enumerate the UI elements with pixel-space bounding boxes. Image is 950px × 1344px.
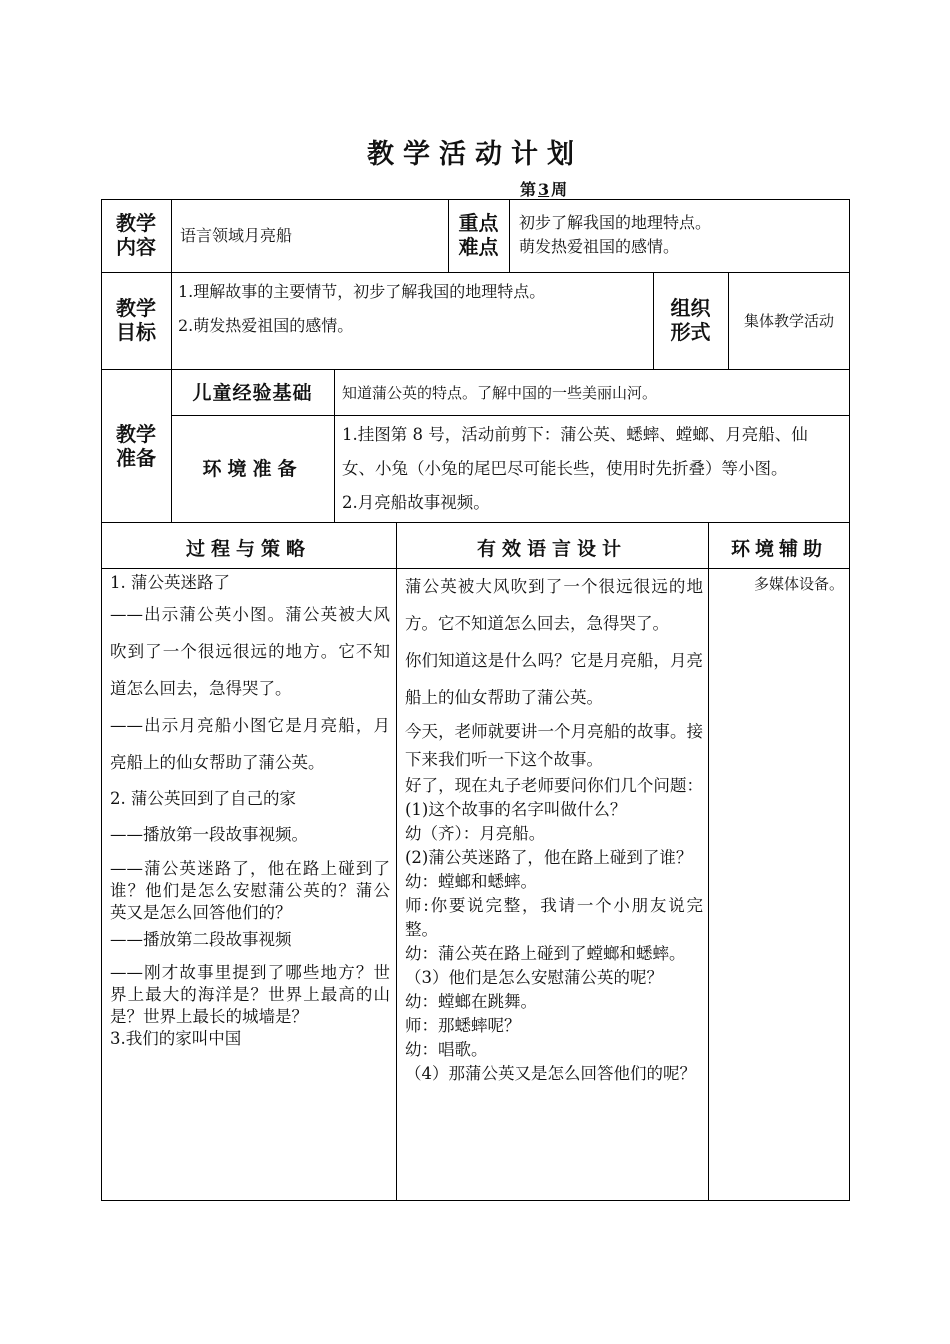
process-step: ——出示月亮船小图它是月亮船，月亮船上的仙女帮助了蒲公英。 [110, 716, 390, 772]
content-value: 语言领域月亮船 [180, 226, 293, 245]
prep-label: 教学 准备 [116, 422, 156, 470]
org-value: 集体教学活动 [743, 312, 834, 330]
process-step: ——播放第二段故事视频 [110, 930, 292, 949]
language-item: （3）他们是怎么安慰蒲公英的呢？ [405, 968, 663, 987]
process-step: 2. 蒲公英回到了自己的家 [110, 789, 296, 808]
col-header-process: 过程与策略 [185, 538, 311, 560]
env-prep: 1.挂图第 8 号，活动前剪下：蒲公英、蟋蟀、螳螂、月亮船、仙 女、小兔（小兔的尾巴尽可能长些，使用时先折叠）等小图。 2.月亮船故事视频。 [342, 425, 808, 512]
process-step: ——蒲公英迷路了，他在路上碰到了谁？他们是怎么安慰蒲公英的？蒲公英又是怎么回答他们的？ [110, 859, 390, 922]
key-label: 重点 难点 [458, 211, 499, 259]
language-column [405, 568, 703, 1086]
language-item: (2)蒲公英迷路了，他在路上碰到了谁？ [405, 848, 693, 867]
language-item: 幼（齐）：月亮船。 [405, 824, 546, 843]
col-header-env: 环境辅助 [730, 538, 827, 560]
col-header-language: 有效语言设计 [476, 538, 627, 560]
week-label: 第 3 周 [520, 180, 568, 199]
language-item: 师:你要说完整，我请一个小朋友说完整。 [405, 896, 703, 939]
org-label: 组织 形式 [670, 296, 711, 344]
language-item: 幼：螳螂和蟋蟀。 [405, 872, 537, 891]
language-item: 幼：螳螂在跳舞。 [405, 992, 537, 1011]
language-item: 幼：唱歌。 [405, 1040, 488, 1059]
goal-text: 1.理解故事的主要情节，初步了解我国的地理特点。 2.萌发热爱祖国的感情。 [178, 282, 546, 335]
env-aid: 多媒体设备。 [753, 575, 844, 593]
exp-label: 儿童经验基础 [192, 382, 313, 404]
language-item: （4）那蒲公英又是怎么回答他们的呢？ [405, 1064, 696, 1083]
week-number: 3 [538, 180, 550, 199]
process-step: 3.我们的家叫中国 [110, 1029, 242, 1048]
process-step: ——出示蒲公英小图。蒲公英被大风吹到了一个很远很远的地方。它不知道怎么回去，急得哭了。 [110, 605, 390, 698]
language-item: 师：那蟋蟀呢？ [405, 1016, 521, 1035]
process-column [110, 568, 390, 1050]
process-step: 1. 蒲公英迷路了 [110, 573, 230, 592]
content-label: 教学 内容 [116, 211, 156, 259]
language-item: 幼：蒲公英在路上碰到了螳螂和蟋蟀。 [405, 944, 686, 963]
goal-label: 教学 目标 [116, 296, 156, 344]
page-title: 教学活动计划 [367, 139, 583, 170]
process-step: ——播放第一段故事视频。 [110, 825, 308, 844]
language-item: 好了，现在丸子老师要问你们几个问题：(1)这个故事的名字叫做什么？ [405, 776, 703, 819]
env-label: 环境准备 [202, 458, 303, 480]
key-points: 初步了解我国的地理特点。 萌发热爱祖国的感情。 [519, 213, 712, 256]
exp-value: 知道蒲公英的特点。了解中国的一些美丽山河。 [342, 384, 658, 402]
language-item: 今天，老师就要讲一个月亮船的故事。接下来我们听一下这个故事。 [405, 722, 703, 769]
language-item: 蒲公英被大风吹到了一个很远很远的地方。它不知道怎么回去，急得哭了。 [405, 577, 703, 633]
process-step: ——刚才故事里提到了哪些地方？世界上最大的海洋是？世界上最高的山是？世界上最长的城墙是？ [110, 963, 390, 1026]
language-item: 你们知道这是什么吗？它是月亮船，月亮船上的仙女帮助了蒲公英。 [405, 651, 703, 707]
